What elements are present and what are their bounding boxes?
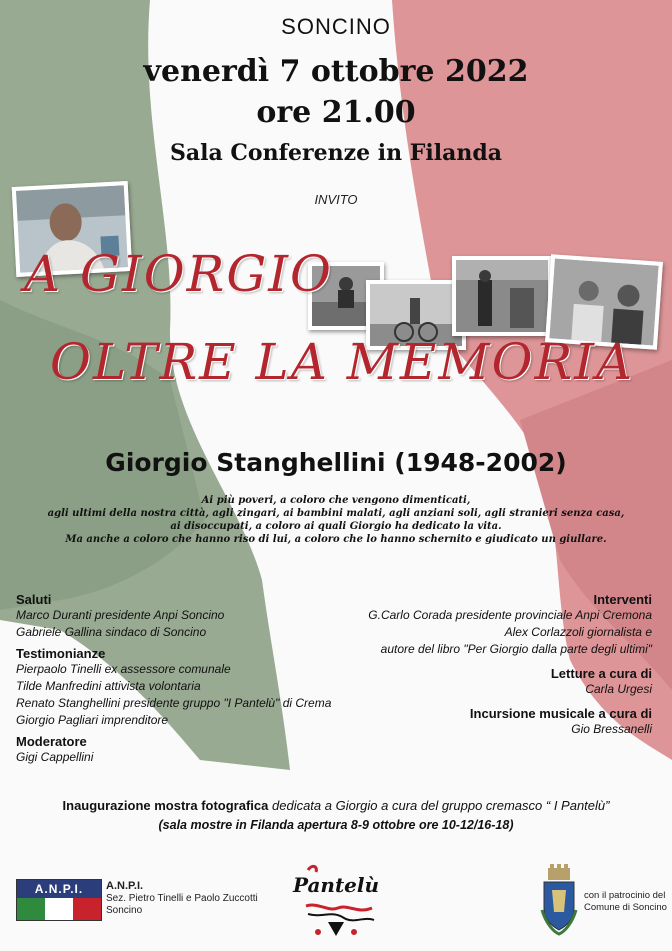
letture-name: Carla Urgesi	[585, 682, 652, 696]
quote-line: Ma anche a coloro che hanno riso di lui, a coloro che lo hanno schernito e giudicato un giullare.	[65, 534, 607, 545]
pantelu-wordmark: Pantelù	[292, 873, 380, 897]
anpi-flag-stripes	[17, 898, 101, 920]
patrocinio-caption	[584, 890, 667, 914]
town-name: SONCINO	[281, 14, 391, 39]
exhibition-title: Inaugurazione mostra fotografica	[62, 798, 269, 813]
event-date: venerdì 7 ottobre 2022	[143, 54, 529, 89]
testimonianze-item: Renato Stanghellini presidente gruppo "I Pantelù" di Crema	[16, 696, 332, 710]
soncino-crest-icon	[538, 864, 580, 936]
invite-label: INVITO	[314, 192, 358, 207]
exhibition-line	[0, 798, 672, 813]
interventi-label: Interventi	[593, 592, 652, 607]
program-left	[16, 592, 346, 766]
anpi-name: A.N.P.I.	[106, 880, 144, 892]
event-time: ore 21.00	[256, 95, 416, 130]
saluti-item: Gabriele Gallina sindaco di Soncino	[16, 625, 207, 639]
moderatore-name: Gigi Cappellini	[16, 750, 94, 764]
person-name: Giorgio Stanghellini (1948-2002)	[105, 448, 567, 477]
saluti-label: Saluti	[16, 592, 52, 607]
musica-label: Incursione musicale a cura di	[469, 706, 652, 721]
testimonianze-item: Giorgio Pagliari imprenditore	[16, 713, 169, 727]
anpi-section: Sez. Pietro Tinelli e Paolo Zuccotti	[106, 893, 258, 904]
title-line-2: OLTRE LA MEMORIA	[50, 333, 635, 391]
saluti-item: Marco Duranti presidente Anpi Soncino	[16, 608, 225, 622]
anpi-badge-text: A.N.P.I.	[17, 880, 101, 898]
moderatore-label: Moderatore	[16, 734, 87, 749]
title-line-1: A GIORGIO	[24, 245, 334, 303]
event-venue: Sala Conferenze in Filanda	[169, 140, 503, 166]
patrocinio-line-2: Comune di Soncino	[584, 902, 667, 913]
quote-line: agli ultimi della nostra città, agli zingari, ai bambini malati, agli anziani soli, agli stranieri senza casa,	[47, 508, 625, 519]
program-right	[330, 592, 652, 738]
exhibition-details: dedicata a Giorgio a cura del gruppo cremasco “ I Pantelù”	[268, 798, 610, 813]
testimonianze-item: Tilde Manfredini attivista volontaria	[16, 679, 201, 693]
quote-line: ai disoccupati, a coloro ai quali Giorgio ha dedicato la vita.	[170, 521, 502, 532]
pantelu-logo-icon	[288, 862, 384, 946]
exhibition-hours: (sala mostre in Filanda apertura 8-9 ottobre ore 10-12/16-18)	[158, 818, 514, 832]
letture-label: Letture a cura di	[550, 666, 652, 681]
testimonianze-label: Testimonianze	[16, 646, 106, 661]
quote-line: Ai più poveri, a coloro che vengono dimenticati,	[201, 495, 471, 506]
street-photo-3	[452, 256, 552, 336]
musica-name: Gio Bressanelli	[571, 722, 652, 736]
interventi-item: autore del libro "Per Giorgio dalla parte degli ultimi"	[380, 642, 652, 656]
dedication-quote	[0, 494, 672, 546]
patrocinio-line-1: con il patrocinio del	[584, 890, 666, 901]
testimonianze-item: Pierpaolo Tinelli ex assessore comunale	[16, 662, 231, 676]
interventi-item: G.Carlo Corada presidente provinciale Anpi Cremona	[368, 608, 652, 622]
interventi-item: Alex Corlazzoli giornalista e	[504, 625, 652, 639]
anpi-caption	[106, 880, 258, 917]
anpi-town: Soncino	[106, 905, 143, 916]
anpi-logo-icon	[16, 879, 102, 921]
